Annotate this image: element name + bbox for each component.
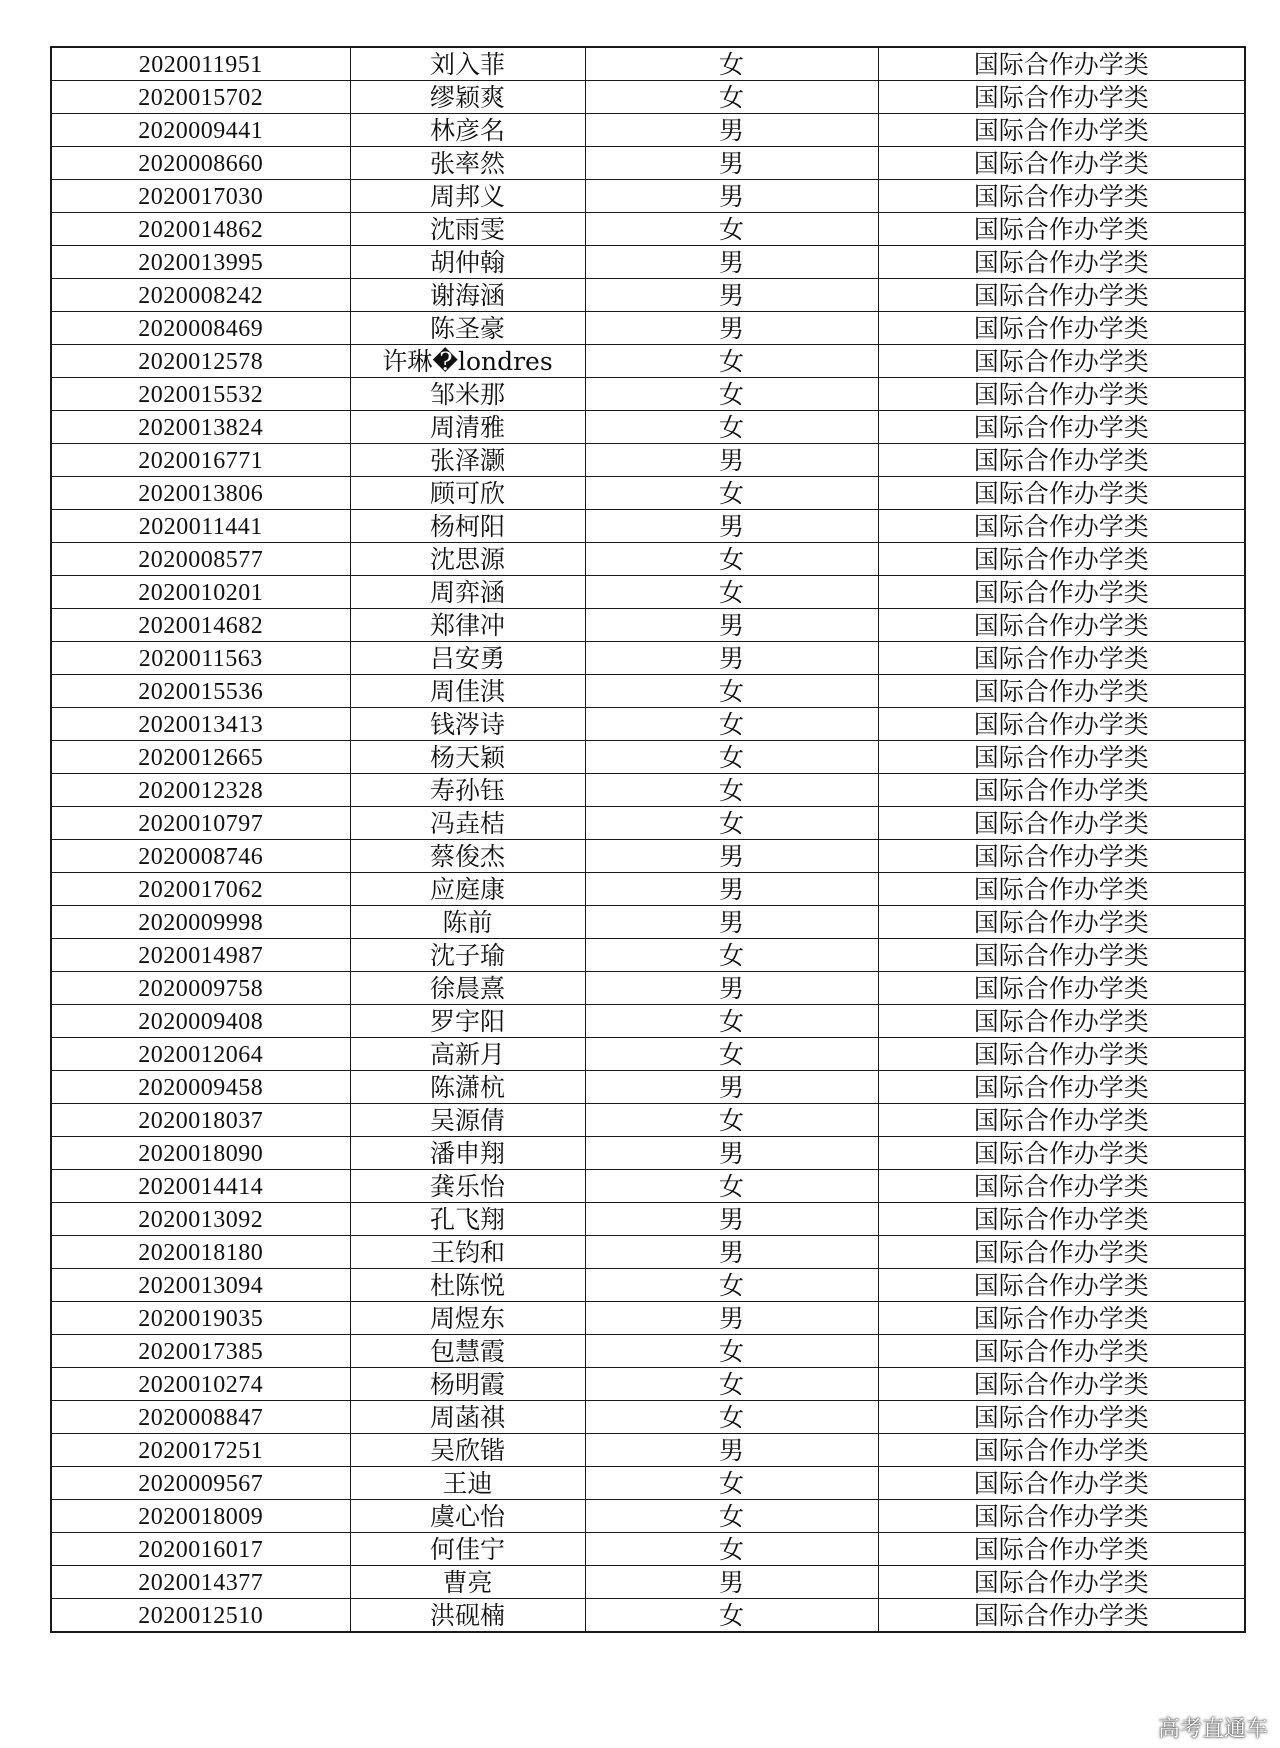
student-name-cell: 张泽灏: [350, 444, 585, 477]
category-cell: 国际合作办学类: [878, 807, 1245, 840]
gender-cell: 女: [585, 741, 878, 774]
student-name-cell: 杜陈悦: [350, 1269, 585, 1302]
gender-cell: 女: [585, 774, 878, 807]
student-id-cell: 2020013413: [51, 708, 350, 741]
gender-cell: 女: [585, 47, 878, 81]
gender-cell: 女: [585, 1005, 878, 1038]
student-id-cell: 2020011441: [51, 510, 350, 543]
student-name-cell: 寿孙钰: [350, 774, 585, 807]
gender-cell: 男: [585, 444, 878, 477]
gender-cell: 女: [585, 213, 878, 246]
gender-cell: 男: [585, 147, 878, 180]
student-id-cell: 2020015536: [51, 675, 350, 708]
gender-cell: 男: [585, 1302, 878, 1335]
gender-cell: 男: [585, 906, 878, 939]
student-id-cell: 2020017062: [51, 873, 350, 906]
category-cell: 国际合作办学类: [878, 939, 1245, 972]
student-name-cell: 周菡祺: [350, 1401, 585, 1434]
gender-cell: 男: [585, 510, 878, 543]
student-name-cell: 陈前: [350, 906, 585, 939]
gender-cell: 男: [585, 840, 878, 873]
student-id-cell: 2020009998: [51, 906, 350, 939]
category-cell: 国际合作办学类: [878, 1203, 1245, 1236]
gender-cell: 男: [585, 1566, 878, 1599]
category-cell: 国际合作办学类: [878, 1104, 1245, 1137]
category-cell: 国际合作办学类: [878, 1368, 1245, 1401]
category-cell: 国际合作办学类: [878, 1434, 1245, 1467]
student-id-cell: 2020010201: [51, 576, 350, 609]
table-row: [51, 1005, 1245, 1038]
student-id-cell: 2020009758: [51, 972, 350, 1005]
table-row: [51, 312, 1245, 345]
table-row: [51, 1467, 1245, 1500]
table-row: [51, 774, 1245, 807]
gender-cell: 女: [585, 1104, 878, 1137]
student-id-cell: 2020013806: [51, 477, 350, 510]
table-row: [51, 1302, 1245, 1335]
student-name-cell: 徐晨熹: [350, 972, 585, 1005]
student-name-cell: 潘申翔: [350, 1137, 585, 1170]
student-name-cell: 钱涔诗: [350, 708, 585, 741]
table-row: [51, 1269, 1245, 1302]
student-name-cell: 周煜东: [350, 1302, 585, 1335]
category-cell: 国际合作办学类: [878, 609, 1245, 642]
category-cell: 国际合作办学类: [878, 840, 1245, 873]
table-row: [51, 642, 1245, 675]
table-row: [51, 1533, 1245, 1566]
gender-cell: 男: [585, 1434, 878, 1467]
student-name-cell: 郑律冲: [350, 609, 585, 642]
student-id-cell: 2020012578: [51, 345, 350, 378]
student-name-cell: 谢海涵: [350, 279, 585, 312]
student-name-cell: 孔飞翔: [350, 1203, 585, 1236]
category-cell: 国际合作办学类: [878, 1038, 1245, 1071]
student-name-cell: 张率然: [350, 147, 585, 180]
category-cell: 国际合作办学类: [878, 1302, 1245, 1335]
student-id-cell: 2020014377: [51, 1566, 350, 1599]
gender-cell: 男: [585, 180, 878, 213]
table-row: [51, 906, 1245, 939]
gender-cell: 女: [585, 1038, 878, 1071]
student-id-cell: 2020010274: [51, 1368, 350, 1401]
gender-cell: 女: [585, 1500, 878, 1533]
table-row: [51, 1401, 1245, 1434]
gender-cell: 女: [585, 1170, 878, 1203]
category-cell: 国际合作办学类: [878, 1335, 1245, 1368]
table-row: [51, 1434, 1245, 1467]
gender-cell: 男: [585, 246, 878, 279]
gender-cell: 女: [585, 675, 878, 708]
table-row: [51, 345, 1245, 378]
student-id-cell: 2020015532: [51, 378, 350, 411]
student-id-cell: 2020008847: [51, 1401, 350, 1434]
student-name-cell: 应庭康: [350, 873, 585, 906]
student-name-cell: 胡仲翰: [350, 246, 585, 279]
table-row: [51, 444, 1245, 477]
gender-cell: 女: [585, 1467, 878, 1500]
student-name-cell: 吕安勇: [350, 642, 585, 675]
table-row: [51, 246, 1245, 279]
student-id-cell: 2020012665: [51, 741, 350, 774]
student-id-cell: 2020008660: [51, 147, 350, 180]
student-name-cell: 洪砚楠: [350, 1599, 585, 1633]
student-id-cell: 2020011563: [51, 642, 350, 675]
gender-cell: 女: [585, 1599, 878, 1633]
category-cell: 国际合作办学类: [878, 873, 1245, 906]
gender-cell: 男: [585, 609, 878, 642]
student-id-cell: 2020012064: [51, 1038, 350, 1071]
student-name-cell: 吴源倩: [350, 1104, 585, 1137]
student-id-cell: 2020018180: [51, 1236, 350, 1269]
category-cell: 国际合作办学类: [878, 444, 1245, 477]
student-name-cell: 周佳淇: [350, 675, 585, 708]
gender-cell: 女: [585, 477, 878, 510]
student-name-cell: 吴欣锴: [350, 1434, 585, 1467]
table-row: [51, 1368, 1245, 1401]
student-id-cell: 2020013092: [51, 1203, 350, 1236]
category-cell: 国际合作办学类: [878, 1005, 1245, 1038]
table-row: [51, 1170, 1245, 1203]
table-row: [51, 510, 1245, 543]
table-row: [51, 939, 1245, 972]
student-id-cell: 2020010797: [51, 807, 350, 840]
table-row: [51, 1104, 1245, 1137]
gender-cell: 女: [585, 1401, 878, 1434]
student-name-cell: 龚乐怡: [350, 1170, 585, 1203]
student-id-cell: 2020013824: [51, 411, 350, 444]
table-row: [51, 675, 1245, 708]
gender-cell: 女: [585, 1335, 878, 1368]
table-row: [51, 1599, 1245, 1633]
student-name-cell: 周清雅: [350, 411, 585, 444]
student-id-cell: 2020018090: [51, 1137, 350, 1170]
category-cell: 国际合作办学类: [878, 708, 1245, 741]
category-cell: 国际合作办学类: [878, 1467, 1245, 1500]
student-id-cell: 2020018009: [51, 1500, 350, 1533]
gender-cell: 女: [585, 1368, 878, 1401]
category-cell: 国际合作办学类: [878, 411, 1245, 444]
student-id-cell: 2020017251: [51, 1434, 350, 1467]
category-cell: 国际合作办学类: [878, 180, 1245, 213]
table-row: [51, 708, 1245, 741]
table-row: [51, 1038, 1245, 1071]
category-cell: 国际合作办学类: [878, 576, 1245, 609]
category-cell: 国际合作办学类: [878, 1401, 1245, 1434]
gender-cell: 女: [585, 1533, 878, 1566]
student-id-cell: 2020017030: [51, 180, 350, 213]
category-cell: 国际合作办学类: [878, 1566, 1245, 1599]
student-name-cell: 杨柯阳: [350, 510, 585, 543]
student-name-cell: 曹亮: [350, 1566, 585, 1599]
category-cell: 国际合作办学类: [878, 279, 1245, 312]
table-row: [51, 1500, 1245, 1533]
table-row: [51, 477, 1245, 510]
student-id-cell: 2020009441: [51, 114, 350, 147]
table-row: [51, 114, 1245, 147]
table-row: [51, 411, 1245, 444]
gender-cell: 男: [585, 642, 878, 675]
student-name-cell: 包慧霞: [350, 1335, 585, 1368]
category-cell: 国际合作办学类: [878, 1269, 1245, 1302]
student-name-cell: 罗宇阳: [350, 1005, 585, 1038]
category-cell: 国际合作办学类: [878, 246, 1245, 279]
gender-cell: 女: [585, 708, 878, 741]
student-name-cell: 刘入菲: [350, 47, 585, 81]
gender-cell: 男: [585, 972, 878, 1005]
student-name-cell: 周邦义: [350, 180, 585, 213]
student-name-cell: 周弈涵: [350, 576, 585, 609]
gender-cell: 女: [585, 939, 878, 972]
student-id-cell: 2020009567: [51, 1467, 350, 1500]
category-cell: 国际合作办学类: [878, 972, 1245, 1005]
table-row: [51, 1203, 1245, 1236]
student-name-cell: 陈潇杭: [350, 1071, 585, 1104]
category-cell: 国际合作办学类: [878, 213, 1245, 246]
table-row: [51, 576, 1245, 609]
category-cell: 国际合作办学类: [878, 675, 1245, 708]
gender-cell: 男: [585, 1236, 878, 1269]
category-cell: 国际合作办学类: [878, 543, 1245, 576]
student-id-cell: 2020016017: [51, 1533, 350, 1566]
student-name-cell: 高新月: [350, 1038, 585, 1071]
student-name-cell: 沈思源: [350, 543, 585, 576]
category-cell: 国际合作办学类: [878, 147, 1245, 180]
student-id-cell: 2020018037: [51, 1104, 350, 1137]
student-name-cell: 杨天颖: [350, 741, 585, 774]
student-name-cell: 许琳�londres: [350, 345, 585, 378]
student-name-cell: 杨明霞: [350, 1368, 585, 1401]
table-row: [51, 147, 1245, 180]
table-row: [51, 741, 1245, 774]
student-id-cell: 2020016771: [51, 444, 350, 477]
student-name-cell: 王迪: [350, 1467, 585, 1500]
category-cell: 国际合作办学类: [878, 1071, 1245, 1104]
table-row: [51, 180, 1245, 213]
table-row: [51, 279, 1245, 312]
student-name-cell: 沈雨雯: [350, 213, 585, 246]
gender-cell: 女: [585, 1269, 878, 1302]
student-name-cell: 邹米那: [350, 378, 585, 411]
student-name-cell: 冯垚桔: [350, 807, 585, 840]
student-id-cell: 2020008242: [51, 279, 350, 312]
gender-cell: 女: [585, 411, 878, 444]
table-row: [51, 1071, 1245, 1104]
student-name-cell: 何佳宁: [350, 1533, 585, 1566]
student-name-cell: 缪颖爽: [350, 81, 585, 114]
watermark-text: 高考直通车: [1157, 1717, 1268, 1742]
category-cell: 国际合作办学类: [878, 345, 1245, 378]
table-body: [51, 47, 1245, 1632]
student-id-cell: 2020008746: [51, 840, 350, 873]
category-cell: 国际合作办学类: [878, 1137, 1245, 1170]
category-cell: 国际合作办学类: [878, 642, 1245, 675]
student-name-cell: 陈圣豪: [350, 312, 585, 345]
table-row: [51, 972, 1245, 1005]
student-id-cell: 2020009408: [51, 1005, 350, 1038]
gender-cell: 男: [585, 279, 878, 312]
gender-cell: 女: [585, 345, 878, 378]
gender-cell: 女: [585, 81, 878, 114]
gender-cell: 女: [585, 543, 878, 576]
category-cell: 国际合作办学类: [878, 510, 1245, 543]
table-row: [51, 1137, 1245, 1170]
student-id-cell: 2020017385: [51, 1335, 350, 1368]
table-row: [51, 47, 1245, 81]
student-id-cell: 2020019035: [51, 1302, 350, 1335]
table-row: [51, 1566, 1245, 1599]
gender-cell: 女: [585, 378, 878, 411]
student-name-cell: 顾可欣: [350, 477, 585, 510]
student-name-cell: 蔡俊杰: [350, 840, 585, 873]
student-name-cell: 虞心怡: [350, 1500, 585, 1533]
category-cell: 国际合作办学类: [878, 1500, 1245, 1533]
student-id-cell: 2020015702: [51, 81, 350, 114]
category-cell: 国际合作办学类: [878, 1236, 1245, 1269]
student-id-cell: 2020014682: [51, 609, 350, 642]
student-id-cell: 2020012328: [51, 774, 350, 807]
student-id-cell: 2020011951: [51, 47, 350, 81]
student-id-cell: 2020014987: [51, 939, 350, 972]
category-cell: 国际合作办学类: [878, 47, 1245, 81]
gender-cell: 男: [585, 1071, 878, 1104]
student-id-cell: 2020013995: [51, 246, 350, 279]
table-row: [51, 807, 1245, 840]
table-row: [51, 840, 1245, 873]
category-cell: 国际合作办学类: [878, 378, 1245, 411]
table-row: [51, 543, 1245, 576]
category-cell: 国际合作办学类: [878, 312, 1245, 345]
table-row: [51, 1335, 1245, 1368]
student-id-cell: 2020012510: [51, 1599, 350, 1633]
student-name-cell: 林彦名: [350, 114, 585, 147]
student-id-cell: 2020013094: [51, 1269, 350, 1302]
category-cell: 国际合作办学类: [878, 114, 1245, 147]
student-name-cell: 沈子瑜: [350, 939, 585, 972]
student-id-cell: 2020014414: [51, 1170, 350, 1203]
category-cell: 国际合作办学类: [878, 774, 1245, 807]
gender-cell: 女: [585, 807, 878, 840]
table-row: [51, 1236, 1245, 1269]
gender-cell: 男: [585, 873, 878, 906]
category-cell: 国际合作办学类: [878, 477, 1245, 510]
category-cell: 国际合作办学类: [878, 1170, 1245, 1203]
student-id-cell: 2020014862: [51, 213, 350, 246]
table-row: [51, 609, 1245, 642]
student-name-cell: 王钧和: [350, 1236, 585, 1269]
gender-cell: 男: [585, 1203, 878, 1236]
gender-cell: 男: [585, 114, 878, 147]
category-cell: 国际合作办学类: [878, 1533, 1245, 1566]
student-id-cell: 2020008469: [51, 312, 350, 345]
table-row: [51, 81, 1245, 114]
category-cell: 国际合作办学类: [878, 1599, 1245, 1633]
gender-cell: 男: [585, 312, 878, 345]
gender-cell: 女: [585, 576, 878, 609]
category-cell: 国际合作办学类: [878, 81, 1245, 114]
student-id-cell: 2020009458: [51, 1071, 350, 1104]
category-cell: 国际合作办学类: [878, 741, 1245, 774]
gender-cell: 男: [585, 1137, 878, 1170]
table-row: [51, 873, 1245, 906]
category-cell: 国际合作办学类: [878, 906, 1245, 939]
table-row: [51, 213, 1245, 246]
admission-list-table: [50, 46, 1246, 1633]
student-id-cell: 2020008577: [51, 543, 350, 576]
table-row: [51, 378, 1245, 411]
